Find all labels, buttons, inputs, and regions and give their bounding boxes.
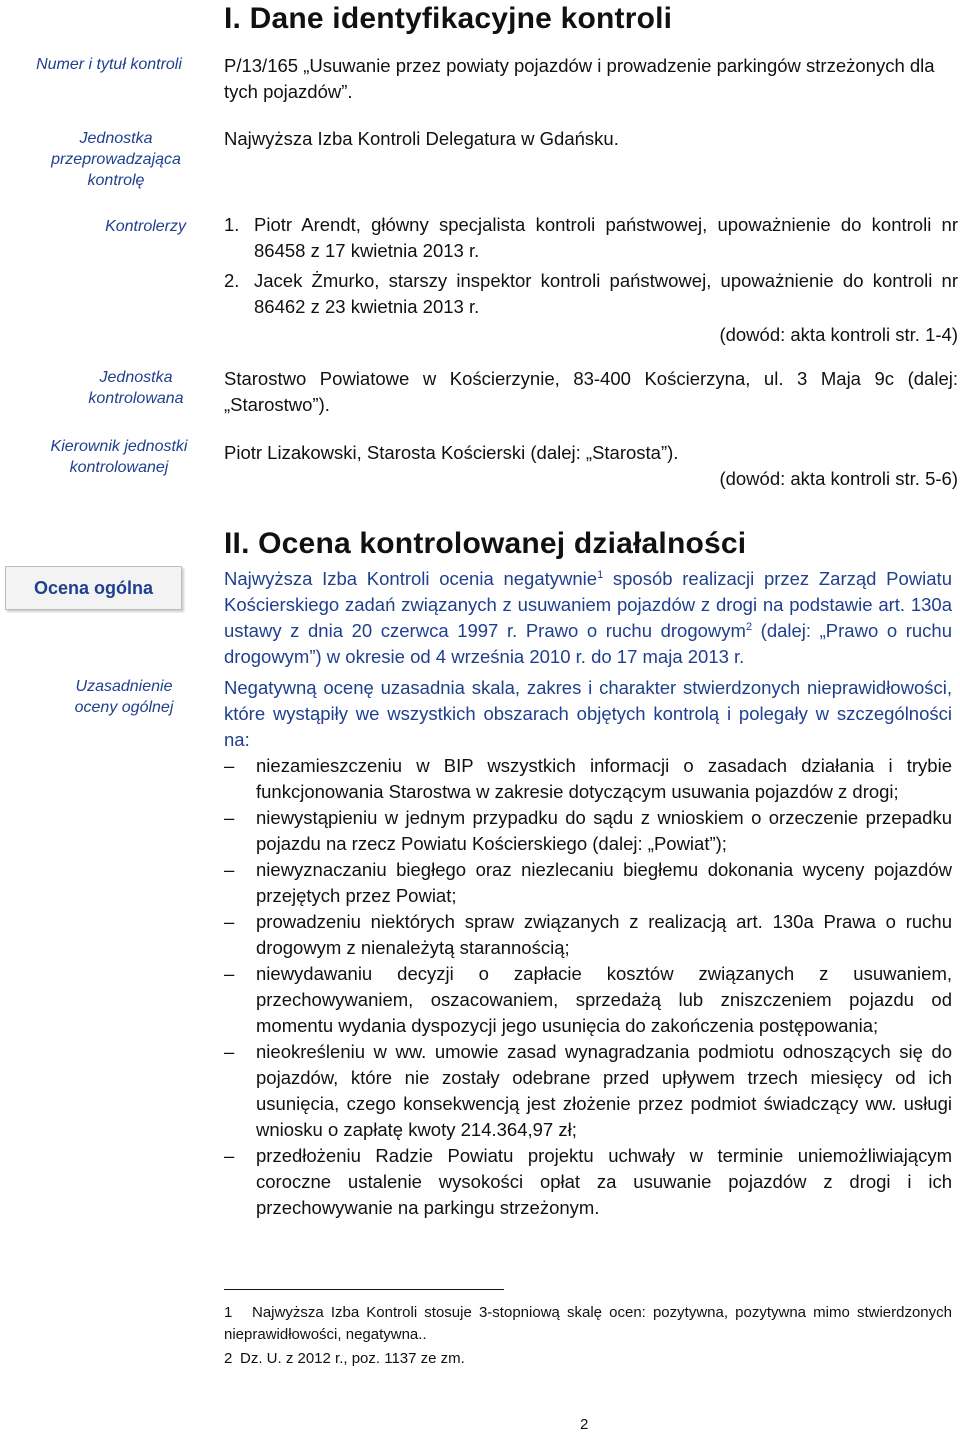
list-item bbox=[224, 1143, 952, 1221]
list-item-text: niewydawaniu decyzji o zapłacie kosztów związanych z usuwaniem, przechowywaniem, oszacowaniem, sprzedażą lub zniszczeniem pojazdu od momentu wydania dyspozycji jego usunięcia do zakończenia postępowania; bbox=[256, 963, 952, 1036]
list-item bbox=[224, 753, 952, 805]
dash-bullet: – bbox=[224, 755, 235, 776]
list-item-text: prowadzeniu niektórych spraw związanych z realizacją art. 130a Prawa o ruchu drogowym z nienależytą starannością; bbox=[256, 911, 952, 958]
evidence-2: (dowód: akta kontroli str. 5-6) bbox=[719, 468, 958, 489]
list-item-text: nieokreśleniu w ww. umowie zasad wynagradzania podmiotu odnoszących się do pojazdów, które nie zostały odebrane przed upływem trzech miesięcy od ich usunięcia, czego konsekwencją jest złożenie przez podmiot świadczący ww. usługi wniosku o zapłatę kwoty 214.364,97 zł; bbox=[256, 1041, 952, 1140]
label-jednostka-kontrolowana: Jednostka kontrolowana bbox=[88, 369, 184, 407]
dash-bullet: – bbox=[224, 1041, 235, 1062]
list-item bbox=[224, 857, 952, 909]
label-uzasadnienie: Uzasadnienie oceny ogólnej bbox=[74, 678, 174, 716]
dash-bullet: – bbox=[224, 963, 235, 984]
list-item-text: niezamieszczeniu w BIP wszystkich informacji o zasadach działania i trybie funkcjonowania Starostwa w zakresie dotyczącym usuwania pojazdów z drogi; bbox=[256, 755, 952, 802]
ocena-text-part: sposób realizacji przez Zarząd Powiatu Kościerskiego zadań związanych z usuwaniem pojazdów z drogi na podstawie art. 130a ustawy z dnia 20 czerwca 1997 r. Prawo o ruchu drogowym bbox=[224, 568, 952, 641]
label-kontrolerzy: Kontrolerzy bbox=[105, 218, 186, 235]
footnote-ref-1: 1 bbox=[597, 568, 604, 581]
label-jednostka-przeprowadzajaca: Jednostka przeprowadzająca kontrolę bbox=[51, 130, 181, 189]
footnote-separator bbox=[224, 1289, 504, 1290]
kontroler-text: Piotr Arendt, główny specjalista kontroli państwowej, upoważnienie do kontroli nr 86458 z 17 kwietnia 2013 r. bbox=[254, 214, 958, 261]
ocena-text-part: Najwyższa Izba Kontroli ocenia negatywnie bbox=[224, 568, 598, 589]
jednostka-przeprowadzajaca-text: Najwyższa Izba Kontroli Delegatura w Gdańsku. bbox=[224, 128, 619, 149]
list-item bbox=[224, 805, 952, 857]
dash-bullet: – bbox=[224, 911, 235, 932]
footnote-2 bbox=[224, 1348, 952, 1370]
uzasadnienie-intro: Negatywną ocenę uzasadnia skala, zakres i charakter stwierdzonych nieprawidłowości, które wystąpiły we wszystkich obszarach objętych kontrolą i polegały w szczególności na: bbox=[224, 677, 952, 750]
kontroler-item bbox=[224, 212, 958, 264]
kontroler-number: 2. bbox=[224, 270, 240, 291]
uzasadnienie-block bbox=[224, 675, 952, 1221]
list-item bbox=[224, 961, 952, 1039]
list-item bbox=[224, 1039, 952, 1143]
kontrolerzy-list bbox=[224, 212, 958, 320]
ocena-ogolna-badge: Ocena ogólna bbox=[5, 566, 182, 610]
footnote-1 bbox=[224, 1302, 952, 1346]
footnote-number: 1 bbox=[224, 1304, 233, 1321]
dash-bullet: – bbox=[224, 859, 235, 880]
list-item-text: przedłożeniu Radzie Powiatu projektu uchwały w terminie uniemożliwiającym coroczne ustalenie wysokości opłat za usuwanie pojazdów z drogi i ich przechowywanie na parkingu strzeżonym. bbox=[256, 1145, 952, 1218]
section-1-heading: I. Dane identyfikacyjne kontroli bbox=[224, 2, 673, 35]
page-number: 2 bbox=[580, 1416, 589, 1433]
list-item-text: niewystąpieniu w jednym przypadku do sądu z wnioskiem o orzeczenie przepadku pojazdu na rzecz Powiatu Kościerskiego (dalej: „Powiat”); bbox=[256, 807, 952, 854]
jednostka-kontrolowana-text: Starostwo Powiatowe w Kościerzynie, 83-400 Kościerzyna, ul. 3 Maja 9c (dalej: „Starostwo”). bbox=[224, 368, 958, 415]
nieprawidlowosci-list bbox=[224, 753, 952, 1221]
ocena-ogolna-text bbox=[224, 566, 952, 670]
dash-bullet: – bbox=[224, 807, 235, 828]
kontroler-number: 1. bbox=[224, 214, 240, 235]
label-kierownik: Kierownik jednostki kontrolowanej bbox=[50, 438, 188, 476]
footnote-ref-2: 2 bbox=[745, 620, 753, 633]
ocena-text-part: (dalej: „Prawo o ruchu drogowym”) w okresie od 4 września 2010 r. do 17 maja 2013 r. bbox=[224, 620, 952, 667]
footnote-number: 2 bbox=[224, 1350, 233, 1367]
numer-kontroli-text: P/13/165 „Usuwanie przez powiaty pojazdów i prowadzenie parkingów strzeżonych dla tych pojazdów”. bbox=[224, 55, 935, 102]
footnote-text: Dz. U. z 2012 r., poz. 1137 ze zm. bbox=[240, 1350, 465, 1367]
label-numer-kontroli: Numer i tytuł kontroli bbox=[36, 56, 182, 73]
dash-bullet: – bbox=[224, 1145, 235, 1166]
list-item bbox=[224, 909, 952, 961]
footnote-text: Najwyższa Izba Kontroli stosuje 3-stopniową skalę ocen: pozytywna, pozytywna mimo stwierdzonych nieprawidłowości, negatywna.. bbox=[224, 1304, 952, 1343]
kontroler-text: Jacek Żmurko, starszy inspektor kontroli państwowej, upoważnienie do kontroli nr 86462 z 23 kwietnia 2013 r. bbox=[254, 270, 958, 317]
kierownik-text: Piotr Lizakowski, Starosta Kościerski (dalej: „Starosta”). bbox=[224, 442, 679, 463]
evidence-1: (dowód: akta kontroli str. 1-4) bbox=[719, 324, 958, 345]
section-2-heading: II. Ocena kontrolowanej działalności bbox=[224, 527, 747, 560]
list-item-text: niewyznaczaniu biegłego oraz niezlecaniu biegłemu dokonania wyceny pojazdów przejętych przez Powiat; bbox=[256, 859, 952, 906]
kontroler-item bbox=[224, 268, 958, 320]
